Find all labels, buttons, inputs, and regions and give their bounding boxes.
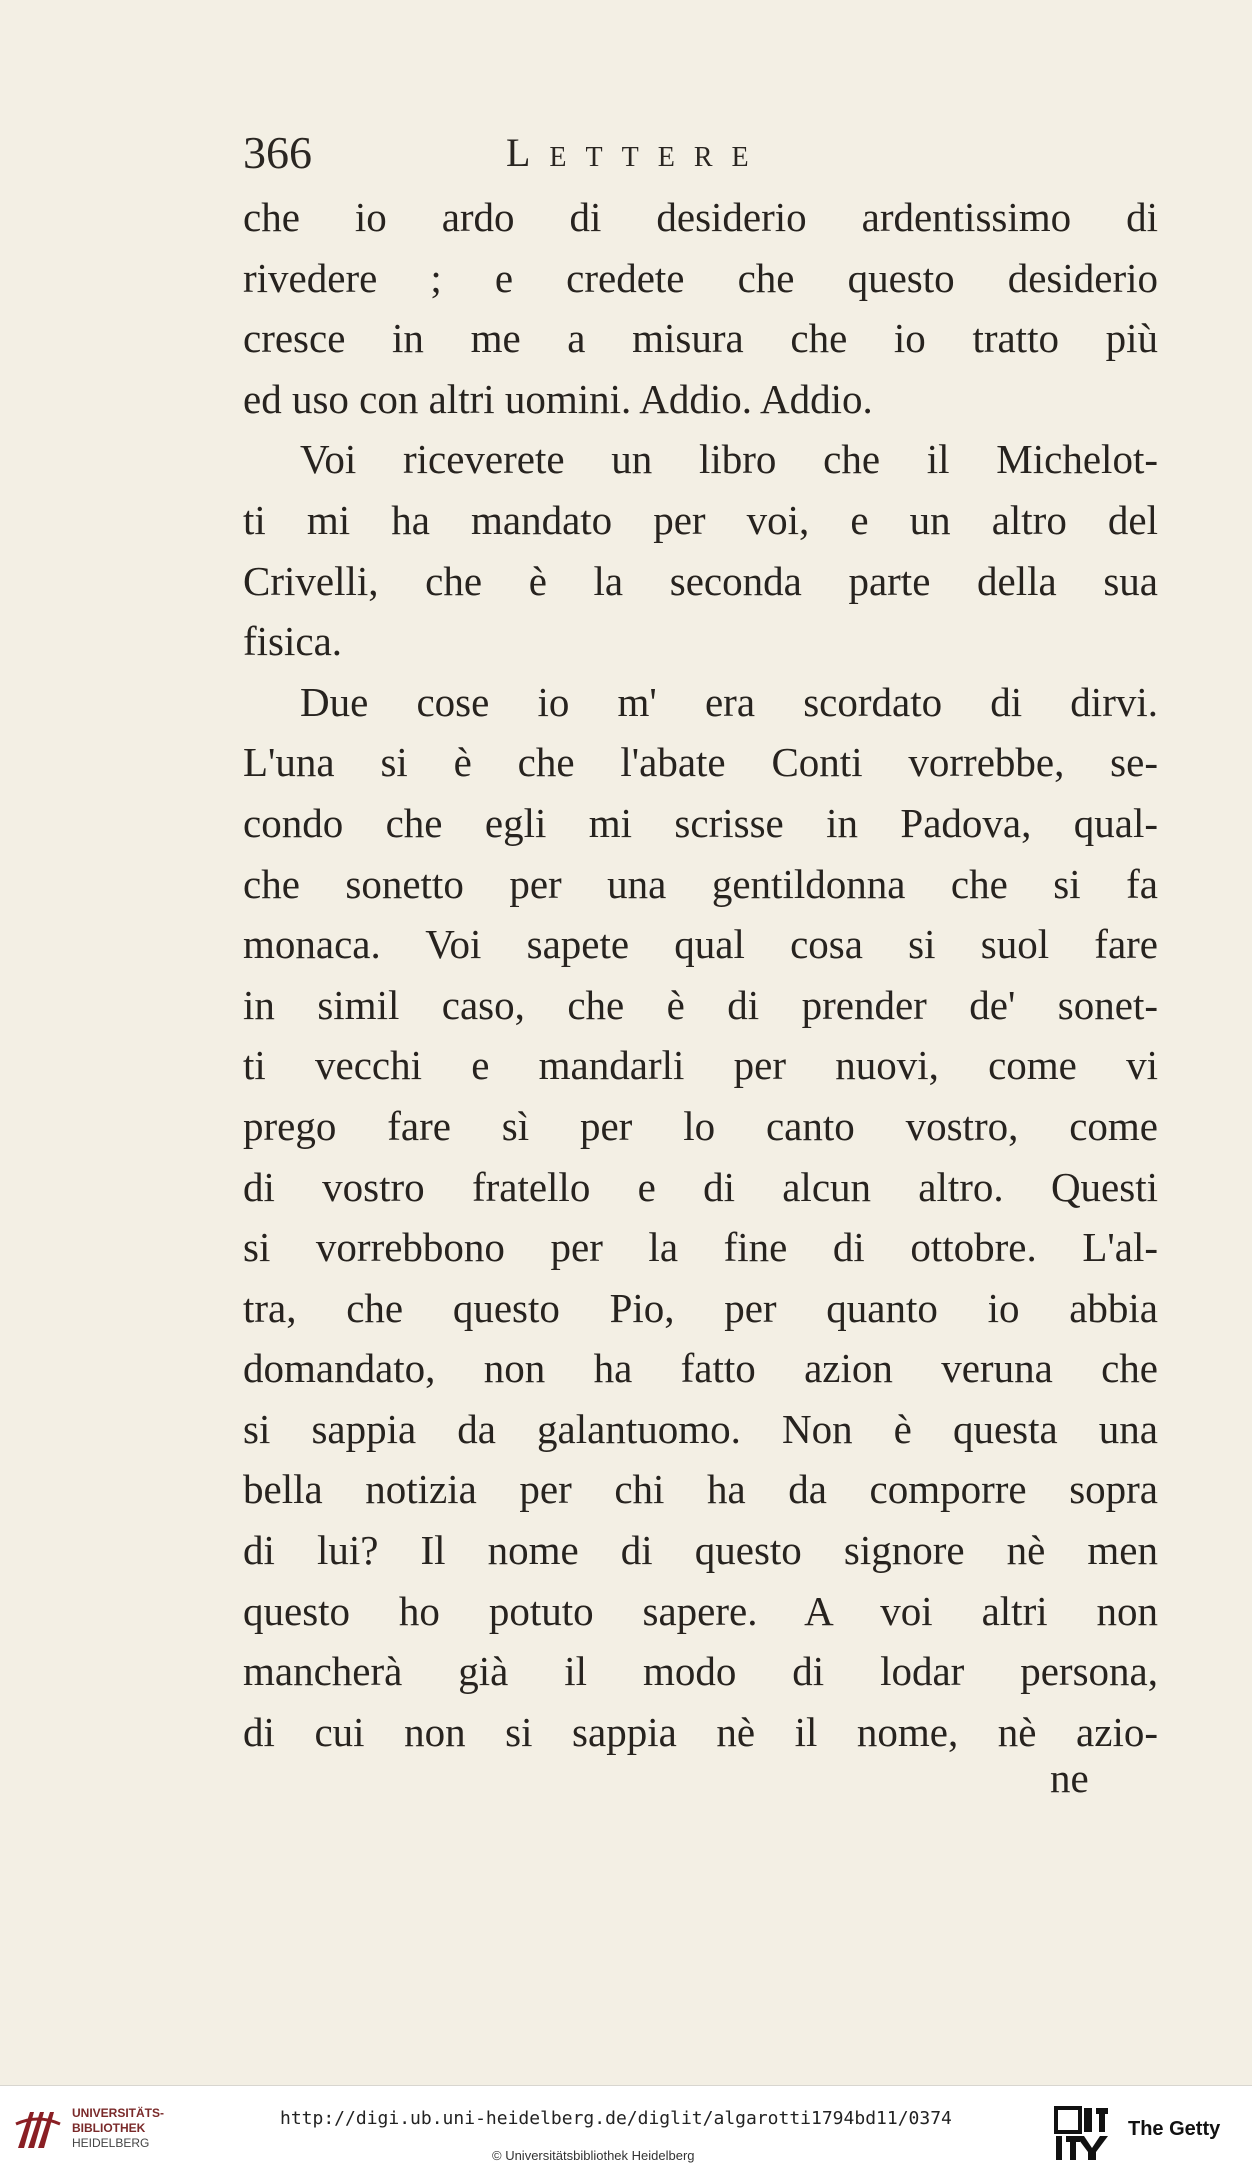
text-line: questo ho potuto sapere. A voi altri non — [243, 1587, 1158, 1634]
text-line: si vorrebbono per la fine di ottobre. L'al- — [243, 1224, 1158, 1271]
library-name-line: HEIDELBERG — [72, 2136, 150, 2150]
text-line: L'una si è che l'abate Conti vorrebbe, se- — [243, 739, 1158, 786]
text-line: condo che egli mi scrisse in Padova, qual- — [243, 799, 1158, 846]
text-line: che sonetto per una gentildonna che si fa — [243, 860, 1158, 907]
text-line: di lui? Il nome di questo signore nè men — [243, 1527, 1158, 1574]
text-line: prego fare sì per lo canto vostro, come — [243, 1102, 1158, 1149]
text-line: di cui non si sappia nè il nome, nè azio- — [243, 1708, 1158, 1755]
text-line: ti vecchi e mandarli per nuovi, come vi — [243, 1042, 1158, 1089]
text-line: ed uso con altri uomini. Addio. Addio. — [243, 375, 873, 422]
library-name — [72, 2106, 164, 2151]
text-line: tra, che questo Pio, per quanto io abbia — [243, 1284, 1158, 1331]
text-line: bella notizia per chi ha da comporre sopra — [243, 1466, 1158, 1513]
partner-name: The Getty — [1128, 2118, 1221, 2140]
text-line: monaca. Voi sapete qual cosa si suol fare — [243, 921, 1158, 968]
text-line: ti mi ha mandato per voi, e un altro del — [243, 496, 1158, 543]
text-line: domandato, non ha fatto azion veruna che — [243, 1345, 1158, 1392]
text-line: Due cose io m' era scordato di dirvi. — [300, 678, 1158, 725]
text-line: mancherà già il modo di lodar persona, — [243, 1648, 1158, 1695]
footer-bar — [0, 2085, 1252, 2176]
university-library-logo-icon — [12, 2104, 64, 2156]
catchword: ne — [1050, 1755, 1089, 1801]
page-number: 366 — [243, 127, 312, 178]
text-line: in simil caso, che è di prender de' sonet- — [243, 981, 1158, 1028]
text-line: cresce in me a misura che io tratto più — [243, 315, 1158, 362]
text-line: di vostro fratello e di alcun altro. Questi — [243, 1163, 1158, 1210]
page-header — [243, 128, 943, 178]
permalink-url[interactable]: http://digi.ub.uni-heidelberg.de/diglit/algarotti1794bd11/0374 — [280, 2108, 952, 2129]
text-line: rivedere ; e credete che questo desiderio — [243, 254, 1158, 301]
text-line: Voi riceverete un libro che il Michelot- — [300, 436, 1158, 483]
copyright-notice: © Universitätsbibliothek Heidelberg — [492, 2148, 695, 2163]
text-line: si sappia da galantuomo. Non è questa una — [243, 1405, 1158, 1452]
library-name-line: UNIVERSITÄTS- — [72, 2106, 165, 2120]
text-line: fisica. — [243, 618, 343, 665]
running-head: Lettere — [506, 130, 768, 175]
text-line: che io ardo di desiderio ardentissimo di — [243, 194, 1158, 240]
text-line: Crivelli, che è la seconda parte della sua — [243, 557, 1158, 604]
body-text — [243, 187, 1158, 1762]
library-name-line: BIBLIOTHEK — [72, 2121, 146, 2135]
getty-logo-icon — [1054, 2106, 1110, 2162]
